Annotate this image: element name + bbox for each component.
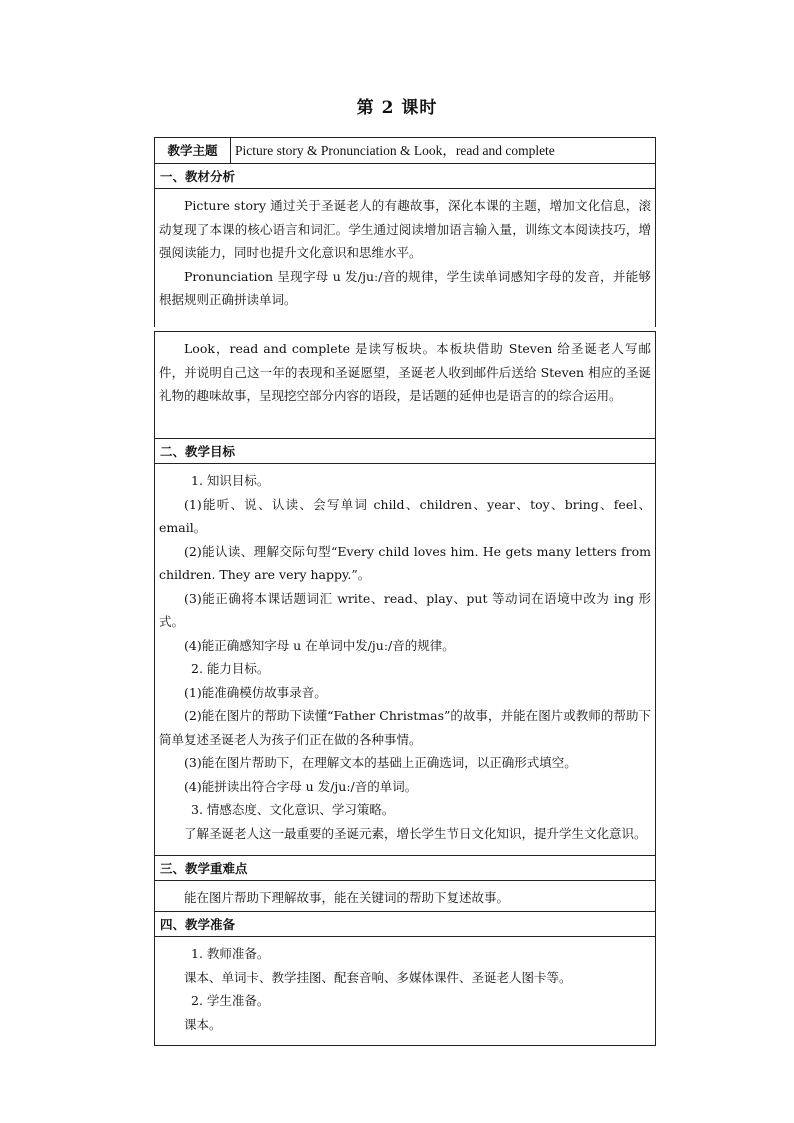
paragraph: Pronunciation 呈现字母 u 发/juː/音的规律，学生读单词感知字母的发音，并能够根据规则正确拼读单词。 — [159, 268, 651, 307]
list-item: (2)能认读、理解交际句型“Every child loves him. He gets many letters from children. They are very happy.”。 — [159, 543, 651, 582]
section-body-preparation — [155, 937, 655, 1040]
list-item: 了解圣诞老人这一最重要的圣诞元素，增长学生节日文化知识，提升学生文化意识。 — [184, 825, 647, 841]
list-item: (4)能拼读出符合字母 u 发/juː/音的单词。 — [184, 778, 418, 794]
section-header-key-points: 三、教学重难点 — [155, 856, 655, 881]
list-item: (1)能听、说、认读、会写单词 child、children、year、toy、bring、feel、email。 — [159, 496, 651, 535]
section-body-key-points — [155, 881, 655, 912]
lesson-table-part-2 — [154, 331, 656, 1046]
paragraph: Picture story 通过关于圣诞老人的有趣故事，深化本课的主题，增加文化信息，滚动复现了本课的核心语言和词汇。学生通过阅读增加语言输入量，训练文本阅读技巧，增强阅读能力，同时也提升文化意识和思维水平。 — [159, 198, 651, 260]
list-item: (3)能在图片帮助下，在理解文本的基础上正确选词，以正确形式填空。 — [184, 755, 577, 770]
section-header-preparation: 四、教学准备 — [155, 912, 655, 937]
section-header-objectives: 二、教学目标 — [155, 439, 655, 464]
topic-value: Picture story & Pronunciation & Look，read and complete — [235, 143, 555, 158]
list-item: 1. 教师准备。 — [191, 946, 270, 961]
list-item: 能在图片帮助下理解故事，能在关键词的帮助下复述故事。 — [184, 890, 510, 905]
section-body-analysis — [155, 189, 655, 316]
paragraph: Look，read and complete 是读写板块。本板块借助 Steven 给圣诞老人写邮件，并说明自己这一年的表现和圣诞愿望，圣诞老人收到邮件后送给 Steven 相应的圣诞礼物的趣味故事，呈现挖空部分内容的语段，是话题的延伸也是语言的的综合运用。 — [159, 341, 651, 403]
section-body-analysis-cont — [155, 332, 655, 439]
list-item: 2. 能力目标。 — [191, 661, 270, 676]
list-item: (2)能在图片的帮助下读懂“Father Christmas”的故事，并能在图片或教师的帮助下简单复述圣诞老人为孩子们正在做的各种事情。 — [159, 708, 651, 747]
topic-row — [155, 138, 655, 164]
list-item: (1)能准确模仿故事录音。 — [184, 684, 327, 700]
list-item: (3)能正确将本课话题词汇 write、read、play、put 等动词在语境中改为 ing 形式。 — [159, 590, 651, 629]
list-item: 课本。 — [184, 1016, 222, 1032]
list-item: (4)能正确感知字母 u 在单词中发/juː/音的规律。 — [184, 637, 455, 653]
list-item: 1. 知识目标。 — [191, 473, 270, 488]
topic-label: 教学主题 — [155, 138, 231, 163]
lesson-table-part-1 — [154, 137, 656, 327]
section-header-analysis: 一、教材分析 — [155, 164, 655, 189]
list-item: 课本、单词卡、教学挂图、配套音响、多媒体课件、圣诞老人图卡等。 — [184, 969, 572, 985]
page-title: 第 2 课时 — [356, 98, 438, 118]
list-item: 2. 学生准备。 — [191, 993, 270, 1008]
list-item: 3. 情感态度、文化意识、学习策略。 — [191, 802, 395, 817]
section-body-objectives — [155, 464, 655, 856]
